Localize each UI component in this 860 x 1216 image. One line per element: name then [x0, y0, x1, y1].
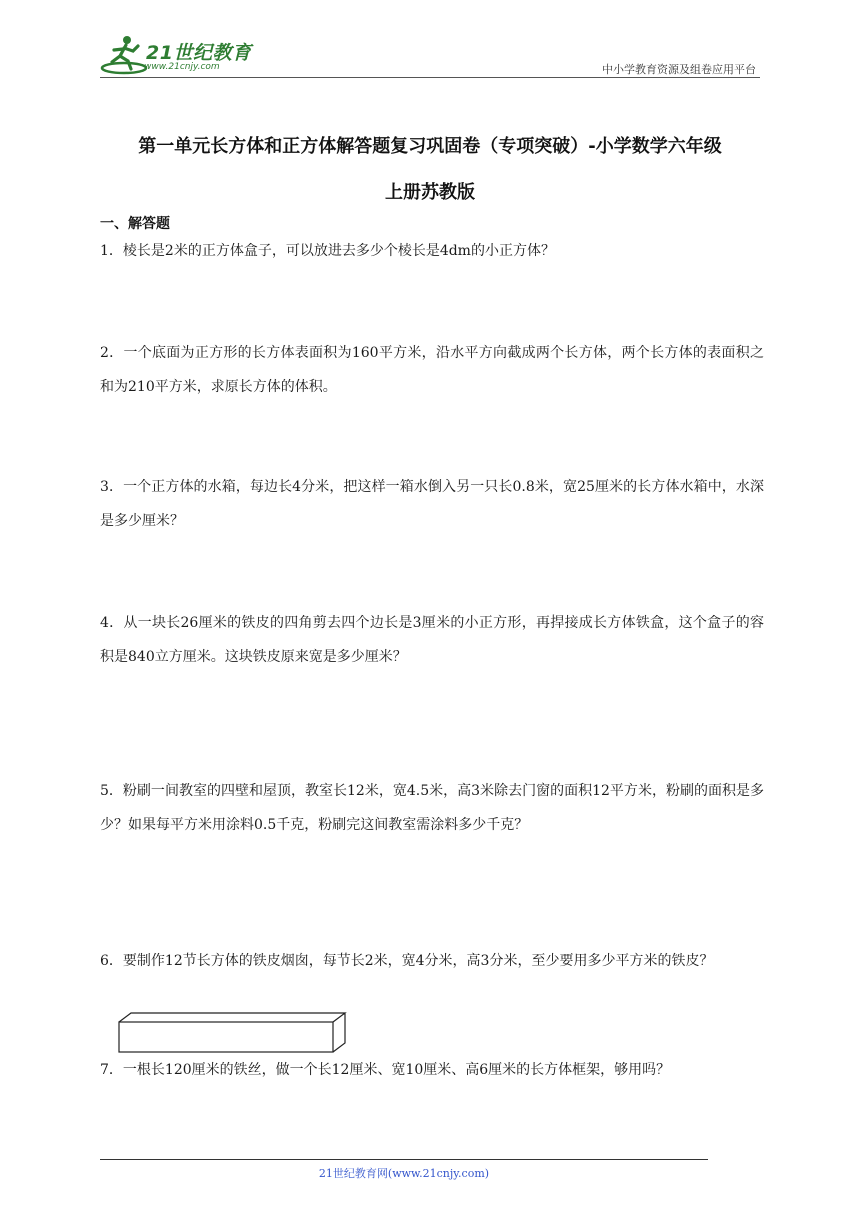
logo-url: www.21cnjy.com: [144, 62, 220, 72]
cuboid-figure: [118, 1012, 348, 1054]
footer-text: 21世纪教育网(www.21cnjy.com): [318, 1167, 490, 1180]
document-title-line-2: 上册苏教版: [385, 182, 475, 203]
logo-text: 21世纪教育: [146, 42, 252, 64]
question-3: 3．一个正方体的水箱，每边长4分米，把这样一箱水倒入另一只长0.8米，宽25厘米的长方体水箱中，水深是多少厘米？: [100, 479, 764, 529]
site-logo: [100, 34, 270, 76]
question-7: 7．一根长120厘米的铁丝，做一个长12厘米、宽10厘米、高6厘米的长方体框架，够用吗？: [100, 1062, 671, 1078]
runner-logo-icon: [100, 34, 148, 76]
footer-divider: [100, 1159, 708, 1160]
section-heading: 一、解答题: [100, 216, 170, 232]
question-4: 4．从一块长26厘米的铁皮的四角剪去四个边长是3厘米的小正方形，再捍接成长方体铁盒，这个盒子的容积是840立方厘米。这块铁皮原来宽是多少厘米？: [100, 615, 764, 665]
question-5: 5．粉刷一间教室的四壁和屋顶，教室长12米，宽4.5米，高3米除去门窗的面积12平方米，粉刷的面积是多少？如果每平方米用涂料0.5千克，粉刷完这间教室需涂料多少千克？: [100, 783, 764, 833]
document-title-line-1: 第一单元长方体和正方体解答题复习巩固卷（专项突破）-小学数学六年级: [138, 136, 722, 157]
question-1: 1．棱长是2米的正方体盒子，可以放进去多少个棱长是4dm的小正方体？: [100, 243, 555, 259]
header-divider: [100, 77, 760, 78]
platform-name: 中小学教育资源及组卷应用平台: [602, 63, 756, 76]
question-2: 2．一个底面为正方形的长方体表面积为160平方米，沿水平方向截成两个长方体，两个长方体的表面积之和为210平方米，求原长方体的体积。: [100, 345, 764, 395]
page-header: [100, 30, 760, 80]
question-6: 6．要制作12节长方体的铁皮烟囱，每节长2米，宽4分米，高3分米，至少要用多少平方米的铁皮？: [100, 953, 714, 969]
